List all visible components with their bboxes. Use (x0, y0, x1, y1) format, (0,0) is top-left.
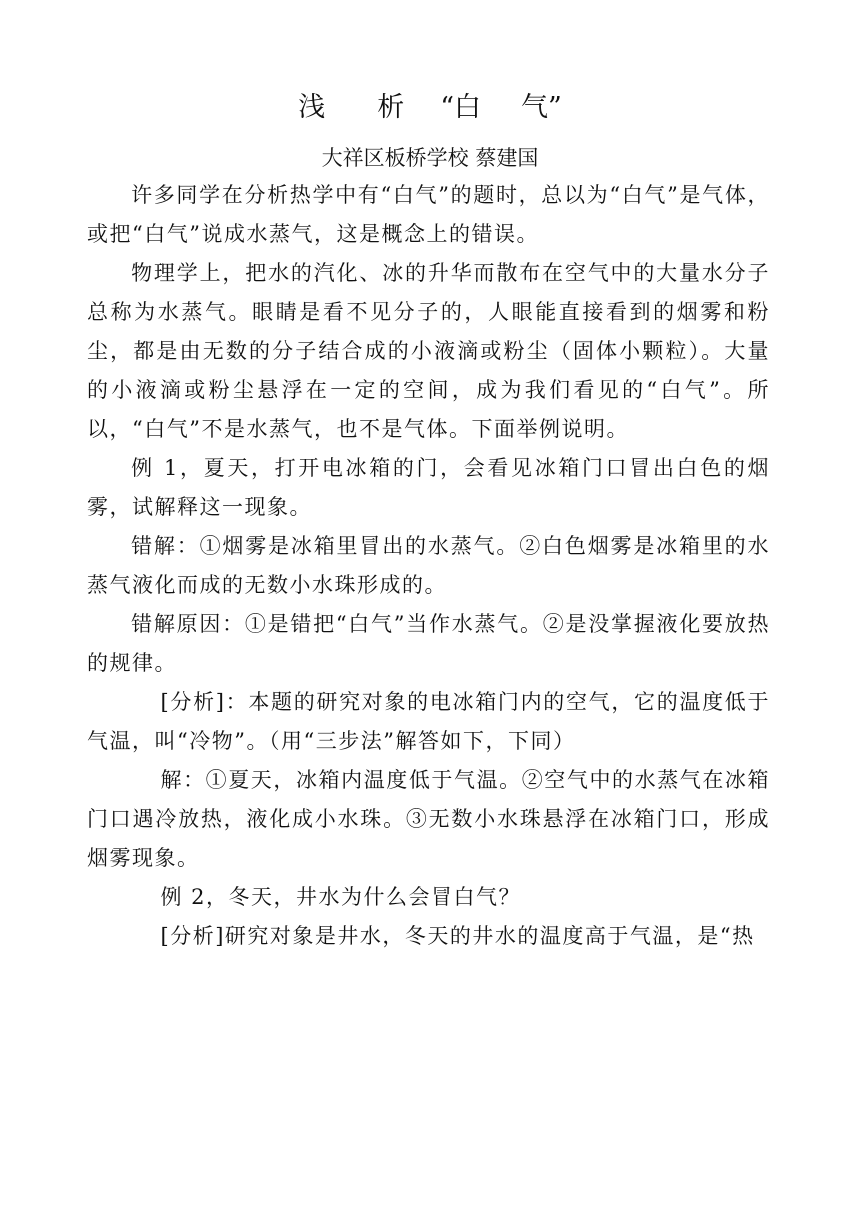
paragraph: [分析]研究对象是井水，冬天的井水的温度高于气温，是“热 (160, 924, 755, 948)
title-part: “白 (440, 92, 481, 123)
paragraph: 例 1，夏天，打开电冰箱的门，会看见冰箱门口冒出白色的烟雾，试解释这一现象。 (87, 456, 770, 519)
author-line: 大祥区板桥学校 蔡建国 (321, 146, 539, 170)
article-body (87, 176, 770, 956)
paragraph: [分析]：本题的研究对象的电冰箱门内的空气，它的温度低于气温，叫“冷物”。（用“三步法”解答如下，下同） (87, 690, 770, 753)
paragraph: 许多同学在分析热学中有“白气”的题时，总以为“白气”是气体，或把“白气”说成水蒸气，这是概念上的错误。 (87, 183, 770, 246)
paragraph: 例 2，冬天，井水为什么会冒白气？ (160, 885, 522, 909)
paragraph: 解：①夏天，冰箱内温度低于气温。②空气中的水蒸气在冰箱门口遇冷放热，液化成小水珠。③无数小水珠悬浮在冰箱门口，形成烟雾现象。 (87, 768, 770, 870)
page-title (0, 88, 860, 128)
paragraph: 物理学上，把水的汽化、冰的升华而散布在空气中的大量水分子总称为水蒸气。眼睛是看不见分子的，人眼能直接看到的烟雾和粉尘，都是由无数的分子结合成的小液滴或粉尘（固体小颗粒）。大量的小液滴或粉尘悬浮在一定的空间，成为我们看见的“白气”。所以，“白气”不是水蒸气，也不是气体。下面举例说明。 (87, 261, 770, 441)
title-part: 气” (521, 92, 562, 123)
title-part: 浅 (298, 92, 326, 123)
title-part: 析 (377, 92, 405, 123)
paragraph: 错解：①烟雾是冰箱里冒出的水蒸气。②白色烟雾是冰箱里的水蒸气液化而成的无数小水珠形成的。 (87, 534, 770, 597)
paragraph: 错解原因：①是错把“白气”当作水蒸气。②是没掌握液化要放热的规律。 (87, 612, 770, 675)
